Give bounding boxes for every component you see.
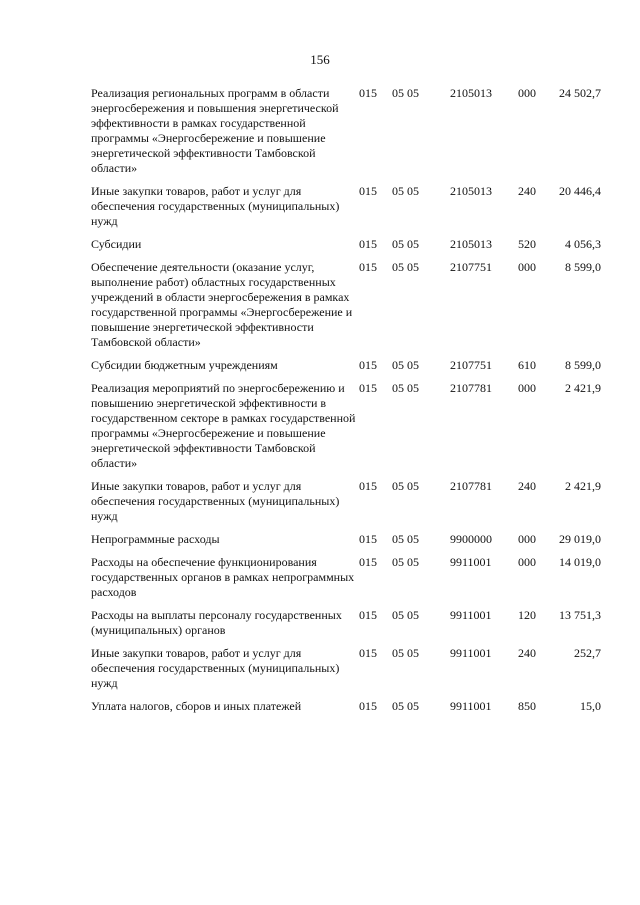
row-section-code: 05 05	[392, 86, 419, 100]
page-number: 156	[310, 52, 330, 67]
row-amount: 14 019,0	[559, 555, 601, 569]
row-ministry-code: 015	[359, 699, 377, 713]
row-target-code: 2105013	[450, 184, 492, 198]
row-ministry-code: 015	[359, 532, 377, 546]
row-target-code: 2107781	[450, 381, 492, 395]
table-row	[91, 699, 601, 722]
row-section-code: 05 05	[392, 381, 419, 395]
row-section-code: 05 05	[392, 646, 419, 660]
row-ministry-code: 015	[359, 381, 377, 395]
row-ministry-code: 015	[359, 646, 377, 660]
row-section-code: 05 05	[392, 237, 419, 251]
row-name: Субсидии бюджетным учреждениям	[91, 358, 278, 372]
row-name: Субсидии	[91, 237, 142, 251]
row-name: Обеспечение деятельности (оказание услуг, выполнение работ) областных государственных учреждений в области энергосбережения в рамках государственной программы «Энергосбережение и повышение энергетической эффективности Тамбовской области»	[91, 260, 353, 349]
table-row	[91, 608, 601, 646]
row-name: Расходы на выплаты персоналу государственных (муниципальных) органов	[91, 608, 342, 637]
row-target-code: 9911001	[450, 555, 492, 569]
row-expense-type-code: 120	[518, 608, 536, 622]
row-expense-type-code: 000	[518, 532, 536, 546]
row-ministry-code: 015	[359, 260, 377, 274]
row-amount: 2 421,9	[565, 479, 601, 493]
row-amount: 24 502,7	[559, 86, 601, 100]
row-target-code: 2107751	[450, 260, 492, 274]
row-expense-type-code: 850	[518, 699, 536, 713]
row-section-code: 05 05	[392, 184, 419, 198]
row-section-code: 05 05	[392, 555, 419, 569]
row-name: Иные закупки товаров, работ и услуг для обеспечения государственных (муниципальных) нужд	[91, 646, 340, 690]
table-row	[91, 184, 601, 237]
row-name: Реализация мероприятий по энергосбережению и повышению энергетической эффективности в государственном секторе в рамках государственной программы «Энергосбережение и повышение энергетической эффективности Тамбовской области»	[91, 381, 356, 470]
row-name: Расходы на обеспечение функционирования государственных органов в рамках непрограммных расходов	[91, 555, 355, 599]
row-section-code: 05 05	[392, 532, 419, 546]
table-row	[91, 532, 601, 555]
row-name: Непрограммные расходы	[91, 532, 220, 546]
row-expense-type-code: 000	[518, 381, 536, 395]
table-row	[91, 646, 601, 699]
row-expense-type-code: 240	[518, 479, 536, 493]
row-amount: 29 019,0	[559, 532, 601, 546]
budget-table	[91, 86, 601, 722]
table-row	[91, 358, 601, 381]
row-target-code: 2107751	[450, 358, 492, 372]
row-expense-type-code: 240	[518, 646, 536, 660]
row-name: Уплата налогов, сборов и иных платежей	[91, 699, 302, 713]
row-ministry-code: 015	[359, 358, 377, 372]
table-row	[91, 555, 601, 608]
row-amount: 252,7	[574, 646, 601, 660]
table-row	[91, 381, 601, 479]
row-amount: 4 056,3	[565, 237, 601, 251]
row-section-code: 05 05	[392, 699, 419, 713]
row-target-code: 2105013	[450, 237, 492, 251]
row-target-code: 9911001	[450, 646, 492, 660]
row-target-code: 9911001	[450, 608, 492, 622]
row-amount: 20 446,4	[559, 184, 601, 198]
row-expense-type-code: 000	[518, 86, 536, 100]
table-row	[91, 260, 601, 358]
row-amount: 13 751,3	[559, 608, 601, 622]
row-section-code: 05 05	[392, 358, 419, 372]
row-name: Иные закупки товаров, работ и услуг для обеспечения государственных (муниципальных) нужд	[91, 479, 340, 523]
row-ministry-code: 015	[359, 237, 377, 251]
table-row	[91, 237, 601, 260]
row-ministry-code: 015	[359, 608, 377, 622]
table-row	[91, 86, 601, 184]
table-row	[91, 479, 601, 532]
row-expense-type-code: 000	[518, 260, 536, 274]
row-amount: 15,0	[580, 699, 601, 713]
row-amount: 2 421,9	[565, 381, 601, 395]
row-expense-type-code: 520	[518, 237, 536, 251]
row-target-code: 9900000	[450, 532, 492, 546]
row-name: Иные закупки товаров, работ и услуг для обеспечения государственных (муниципальных) нужд	[91, 184, 340, 228]
row-amount: 8 599,0	[565, 260, 601, 274]
row-target-code: 2107781	[450, 479, 492, 493]
row-section-code: 05 05	[392, 608, 419, 622]
row-target-code: 2105013	[450, 86, 492, 100]
row-section-code: 05 05	[392, 479, 419, 493]
row-amount: 8 599,0	[565, 358, 601, 372]
row-expense-type-code: 610	[518, 358, 536, 372]
row-target-code: 9911001	[450, 699, 492, 713]
row-ministry-code: 015	[359, 184, 377, 198]
row-ministry-code: 015	[359, 479, 377, 493]
row-expense-type-code: 240	[518, 184, 536, 198]
row-ministry-code: 015	[359, 86, 377, 100]
row-name: Реализация региональных программ в области энергосбережения и повышения энергетической эффективности в рамках государственной программы «Энергосбережение и повышение энергетической эффективности Тамбовской области»	[91, 86, 339, 175]
budget-rows	[91, 86, 601, 722]
row-expense-type-code: 000	[518, 555, 536, 569]
row-section-code: 05 05	[392, 260, 419, 274]
row-ministry-code: 015	[359, 555, 377, 569]
